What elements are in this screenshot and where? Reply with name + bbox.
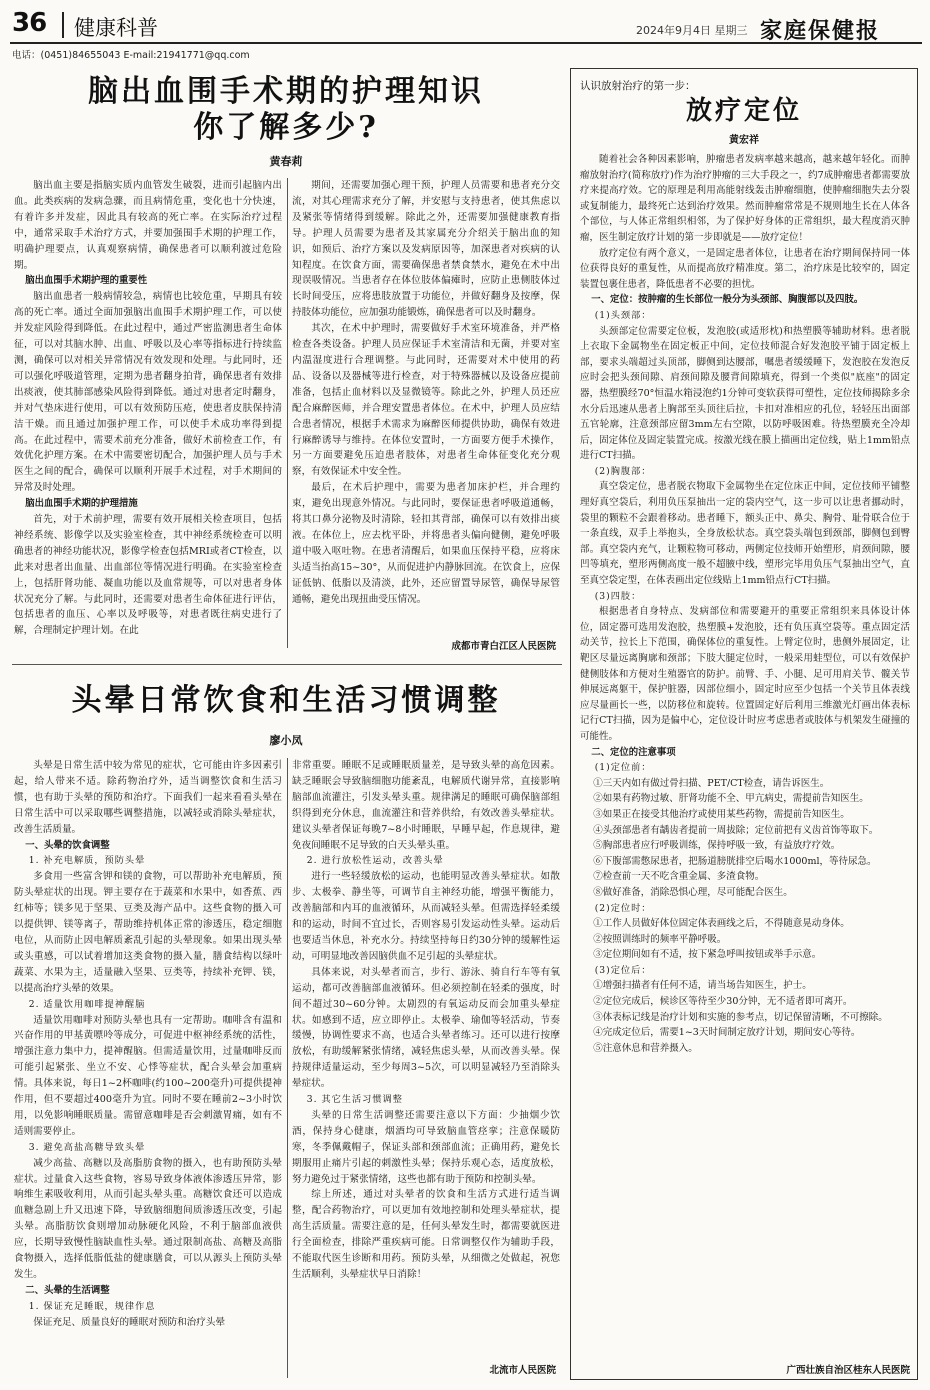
article2-para-sleep: 保证充足、质量良好的睡眠对预防和治疗头晕 (33, 1316, 226, 1328)
article2-para-coffee: 适量饮用咖啡对预防头晕也具有一定帮助。咖啡含有温和兴奋作用的甲基黄嘌呤等成分，可促进中枢神经系统的活性，增强注意力集中力，提神醒脑。但需适量饮用，过量咖啡反而可能引起紧张、坐立不安、心悸等症状，配合头晕会加重病情。具体来说，每日1~2杯咖啡(约100~200毫升)可提供提神作用，但不要超过400毫升为宜。同时不要在睡前2~3小时饮用，以免影响睡眠质量。需留意咖啡是否会刺激胃痛，如有不适则需要停止。 (14, 1014, 282, 1137)
article2-para-exercise2: 具体来说，对头晕者而言，步行、游泳、骑自行车等有氧运动，都可改善脑部血液循环。但必须控制在轻柔的强度，时间不超过30~60分钟。太剧烈的有氧运动反而会加重头晕症状。如感到不适，应立即停止。太极拳、瑜伽等轻活动，节奏缓慢，协调性要求不高，也适合头晕者练习。还可以进行按摩放松，有助缓解紧张情绪，减轻焦虑头晕，从而改善头晕。保持规律适量运动，至少每周3~5次，可以明显减轻乃至消除头晕症状。 (292, 966, 560, 1090)
article3-author: 黄宏祥 (729, 135, 759, 146)
article1-para6: 最后，在术后护理中，需要为患者加床护栏，并合理约束，避免出现意外情况。与此同时，要保证患者呼吸道通畅，将其口鼻分泌物及时清除，轻扣其背部，确保可以有效排出痰液。在体位上，应去枕平卧，并将患者头偏向健侧，避免呼吸道中吸入呕吐物。在患者清醒后，如果血压保持平稳，应将床头适当抬高15~30°，从而促进护内静脉回流。在饮食上，应保证低钠、低脂以及清淡，此外，还应留置导尿管，确保导尿管通畅，避免出现扭曲受压情况。 (292, 482, 560, 605)
list-item: ②如果有药物过敏、肝肾功能不全、甲亢病史，需提前告知医生。 (593, 793, 869, 805)
list-item: ③体表标记线是治疗计划和实施的参考点，切记保留清晰，不可擦除。 (593, 1011, 888, 1023)
header-divider (62, 12, 64, 38)
article2-source: 北流市人民医院 (489, 1365, 556, 1376)
article2-sub5: 2. 进行放松性运动，改善头晕 (306, 855, 444, 867)
article1-column1 (14, 178, 282, 654)
article2-sub2: 2. 适量饮用咖啡提神醒脑 (28, 998, 146, 1010)
list-item: ④完成定位后，需要1~3天时间制定放疗计划，期间安心等待。 (593, 1027, 861, 1039)
article2-para-exercise: 进行一些轻缓放松的运动，也能明显改善头晕症状。如散步、太极拳、静坐等，可调节自主神经功能，增强平衡能力，改善脑部和内耳的血液循环，从而减轻头晕。但需选择轻柔缓和的运动，时间不宜过长，否则容易引发运动性头晕。运动后也要适当休息，补充水分。持续坚持每日约30分钟的缓解性运动，可明显地改善因脑供血不足引起的头晕症状。 (292, 871, 560, 962)
list-item: ④头颈部患者有龋齿者提前一周拔除；定位前把有义齿首饰等取下。 (593, 824, 879, 836)
article2-conclusion: 综上所述，通过对头晕者的饮食和生活方式进行适当调整，配合药物治疗，可以更加有效地控制和处理头晕症状，提高生活质量。需要注意的是，任何头晕发生时，都需要就医进行全面检查，排除严重疾病可能。日常调整仅作为辅助手段，不能取代医生诊断和用药。预防头晕，从细微之处做起，祝您生活顺利，头晕症状早日消除！ (292, 1189, 560, 1280)
article3-para1: 随着社会各种因素影响，肿瘤患者发病率越来越高，越来越年轻化。而肿瘤放射治疗(简称放疗)作为治疗肿瘤的三大手段之一，约7成肿瘤患者都需要放疗来提高疗效。它的原理是利用高能射线轰击肿瘤细胞，使肿瘤细胞失去分裂或复制能力，最终死亡达到治疗效果。然而肿瘤常常是不规则地生长在人体各个部位，与人体正常组织相邻，为了保护好身体的正常组织，最大程度消灭肿瘤，医生制定放疗计划的第一步即就是——放疗定位！ (580, 154, 910, 243)
article2-column1 (14, 758, 282, 1382)
article3-sub-before: (1)定位前： (594, 762, 652, 774)
article3-list-after (580, 978, 910, 1056)
issue-date: 2024年9月4日 星期三 (636, 24, 748, 37)
article3-sub-after: (3)定位后： (594, 964, 652, 976)
list-item: ③如果正在接受其他治疗或使用某些药物，需提前告知医生。 (593, 808, 850, 820)
article1-title-line2: 你了解多少? (193, 110, 379, 145)
section-name: 健康科普 (74, 16, 158, 40)
article3-kicker: 认识放射治疗的第一步： (580, 80, 696, 92)
article3-sub-head-neck: (1)头颈部： (594, 309, 652, 321)
article1-para5: 其次，在术中护理时，需要做好手术室环境准备，并严格检查各类设备。护理人员应保证手术室清洁和无菌，并要对室内温湿度进行合理调整。与此同时，还需要对术中使用的药品、设备以及器械等进行检查，对于特殊器械以及设备应提前准备，包括止血材料以及显微镜等。除此之外，护理人员还应配合麻醉医师，并合理安置患者体位。在术中，护理人员应结合患者情况，根据手术需求为麻醉医师提供协助，确保有效进行麻醉诱导与维持。在体位安置时，一方面要方便手术操作，另一方面要避免压迫患者肢体，对患者生命体征变化充分观察，有效保证术中安全性。 (292, 323, 560, 478)
article3-para-head-neck: 头颈部定位需要定位板，发泡胶(或适形枕)和热塑膜等辅助材料。患者脱上衣取下金属物坐在固定板正中间，定位技师混合好发泡胶平铺于固定板上部，要求头端超过头顶部，脚侧到达腰部，嘱患者缓缓睡下，发泡胶在发泡反应时会把头颈间隙、肩颈间隙及腰背间隙填充，得到一个类似"底座"的固定器，热塑膜经70°恒温水箱浸泡约1分钟可变软获得可塑性，定位技师揭除多余水分后迅速从患者上胸部至头顶往后拉，卡扣对准相应的孔位，轻轻压出面部五官轮廓，注意颈部应留3mm左右空隙，以防呼吸困难。待热塑膜充全冷却后，固定体位及固定装置完成。按激光线在膜上描画出定位线，贴上1mm铅点进行CT扫描。 (580, 325, 910, 462)
article2-column2 (292, 758, 560, 1362)
article3-sub-chest: (2)胸腹部： (594, 465, 652, 477)
list-item: ①工作人员做好体位固定体表画线之后，不得随意晃动身体。 (593, 918, 850, 930)
article3-source: 广西壮族自治区桂东人民医院 (786, 1365, 910, 1376)
list-item: ⑦检查前一天不吃含重金属、多渣食物。 (593, 871, 765, 883)
article2-heading1: 一、头晕的饮食调整 (25, 839, 110, 851)
contact-line: 电话：(0451)84655043 E-mail:21941771@qq.com (12, 50, 250, 61)
list-item: ⑥下腹部需憋尿患者，把肠道膀胱排空后喝水1000ml，等待尿急。 (593, 855, 877, 867)
article1-column2 (292, 178, 560, 638)
article3-list-before (580, 776, 910, 901)
article1-author: 黄春莉 (269, 155, 303, 168)
article3-para2: 放疗定位有两个意义，一是固定患者体位，让患者在治疗期间保持同一体位获得良好的重复性，从而提高放疗精准度。第二，治疗床是比较窄的，固定装置包裹住患者，降低患者不必要的担忧。 (580, 247, 910, 290)
list-item: ②按照训练时的频率平静呼吸。 (593, 933, 727, 945)
article2-intro: 头晕是日常生活中较为常见的症状，它可能由许多因素引起，给人带来不适。除药物治疗外，适当调整饮食和生活习惯，也有助于头晕的预防和治疗。下面我们一起来看看头晕在日常生活中可以采取哪些调整措施，以减轻或消除头晕症状，改善生活质量。 (14, 760, 282, 835)
list-item: ⑤胸部患者应行呼吸训练，保持呼吸一致，有益放疗疗效。 (593, 840, 841, 852)
article2-sub3: 3. 避免高盐高糖导致头晕 (28, 1141, 146, 1153)
article3-body (580, 152, 910, 1358)
list-item: ①增强扫描者有任何不适，请当场告知医生，护士。 (593, 980, 812, 992)
article1-intro: 脑出血主要是指脑实质内血管发生破裂，进而引起脑内出血。此类疾病的发病急骤，而且病情危重，变化也十分快速，有着许多并发症，因此具有较高的死亡率。在实际治疗过程中，通常采取手术治疗方式，并要加强围手术期的护理工作，明确护理要点，认真观察病情，确保患者可以顺利渡过危险期。 (14, 180, 282, 271)
article3-para-limbs: 根据患者自身特点、发病部位和需要避开的重要正常组织来具体设计体位，固定器可选用发泡胶，热塑膜+发泡胶，还有负压真空袋等。重点固定活动关节，拉长上下范围，确保体位的重复性。上臂定位时，患侧外展固定，让靶区尽量远离胸廓和颈部；下肢大腿定位时，一般采用蛙型位，可以有效保护健侧肢体和方便对生殖器官的防护。前臂、手、小腿、足可用肩关节、髋关节伸展远离躯干，保护脏器，因部位细小，固定时应至少包括一个关节且体表线应尽量画长一些，以防移位和旋转。位置固定好后利用三维激光灯画出体表标记行CT扫描，因为是偏中心，定位设计时应考虑患者或肢体与机架发生碰撞的可能性。 (580, 606, 910, 742)
article-divider (12, 664, 562, 665)
article2-sub1: 1. 补充电解质，预防头晕 (28, 855, 146, 867)
article3-sub-during: (2)定位时： (594, 902, 652, 914)
article2-sub6: 3. 其它生活习惯调整 (306, 1094, 403, 1106)
newspaper-brand: 家庭保健报 (760, 18, 881, 44)
column-rule (287, 178, 288, 648)
article1-heading1: 脑出血围手术期护理的重要性 (25, 275, 148, 287)
article3-para-chest: 真空袋定位，患者脱衣物取下金属物坐在定位床正中间，定位技师平铺整理好真空袋后，利用负压泵抽出一定的袋内空气，这一步可以让患者挪动时，袋里的颗粒不会跟着移动。患者睡下，额头正中、鼻尖、胸骨、耻骨联合位于一条直线，双手上举抱头，全身放松状态。真空袋头端包到颈部，脚侧包到臀部。真空袋内充气，让颗粒物可移动，两侧定位技师开始塑形，肩颈间隙，腰凹等填充，塑形两侧高度一般不超腋中线，塑形完毕用负压气泵抽出空气，直至真空袋定型，在体表画出定位线贴上1mm铅点行CT扫描。 (580, 481, 910, 587)
article1-source: 成都市青白江区人民医院 (451, 641, 556, 652)
article3-sub-limbs: (3)四肢： (594, 590, 642, 602)
column-rule (287, 758, 288, 1378)
article3-title: 放疗定位 (685, 96, 802, 126)
list-item: ②定位完成后，候诊区等待至少30分钟，无不适者即可离开。 (593, 996, 853, 1008)
article2-heading2: 二、头晕的生活调整 (25, 1284, 110, 1296)
article1-heading2: 脑出血围手术期的护理措施 (25, 498, 138, 510)
article1-title (12, 74, 560, 146)
list-item: ⑧做好准备，消除恐惧心理，尽可能配合医生。 (593, 886, 793, 898)
list-item: ③定位期间如有不适，按下紧急呼叫按钮或举手示意。 (593, 949, 822, 961)
article3-list-during (580, 916, 910, 963)
article1-para3: 首先，对于术前护理，需要有效开展相关检查项目，包括神经系统、影像学以及实验室检查，其中神经系统检查可以明确患者的神经功能状况，影像学检查包括MRI或者CT检查，以此来对患者出血量、出血部位等情况进行明确。在实验室检查上，包括肝肾功能、凝血功能以及血常规等，可以对患者身体状况充分了解。与此同时，还需要对患者生命体征进行评估，包括患者的血压、心率以及呼吸等，对患者既往病史进行了解，合理制定护理计划。在此 (14, 514, 282, 637)
article2-para-salt: 减少高盐、高糖以及高脂肪食物的摄入，也有助预防头晕症状。过量食入这些食物，容易导致身体液体渗透压异常，影响维生素吸收利用，从而引起头晕头重。高糖饮食还可以造成血糖急剧上升又迅速下降，导致脑细胞间质渗透压改变，引起头晕。高脂肪饮食则增加动脉硬化风险，不利于脑部血液供应，长期导致慢性脑缺血性头晕。通过限制高盐、高糖及高脂食物摄入，选择低脂低盐的健康膳食，可以从源头上预防头晕发生。 (14, 1157, 282, 1280)
article3-heading1: 一、定位：按肿瘤的生长部位一般分为头颈部、胸腹部以及四肢。 (591, 294, 864, 306)
article3-heading2: 二、定位的注意事项 (591, 746, 676, 758)
list-item: ⑤注意休息和营养摄入。 (593, 1042, 698, 1054)
article2-author: 廖小凤 (269, 734, 303, 747)
list-item: ①三天内如有做过骨扫描、PET/CT检查，请告诉医生。 (593, 777, 830, 789)
article2-sub4: 1. 保证充足睡眠，规律作息 (28, 1300, 156, 1312)
article1-para2: 脑出血患者一般病情较急，病情也比较危重，早期具有较高的死亡率。通过全面加强脑出血围手术期护理工作，可以使并发症风险得到降低。在此过程中，通过严密监测患者生命体征，可以对其脑水肿、出血、呼吸以及心率等指标进行持续监测，确保可以对相关异常情况有效发现和处理。与此同时，还可以强化呼吸道管理，定期为患者翻身拍背，确保患者有效排出痰液，使其肺部感染风险得到降低。通过对患者定时翻身，并对气垫床进行使用，可以有效预防压疮，使患者皮肤保持清洁干燥。而且通过加强护理工作，可以使手术成功率得到提高。在此过程中，需要术前充分准备，做好术前检查工作，有效优化护理方案。在术中需要密切配合，加强护理人员与手术医生之间的配合，确保可以顺利开展手术过程，对手术期间的异常及时处理。 (14, 291, 282, 494)
article2-title: 头晕日常饮食和生活习惯调整 (71, 683, 501, 718)
article1-para4: 期间，还需要加强心理干预，护理人员需要和患者充分交流，对其心理需求充分了解，并安慰与支持患者，使其焦虑以及紧张等情绪得到缓解。除此之外，还需要加强健康教育指导。护理人员需要为患者及其家属充分介绍关于脑出血的知识，如预后、治疗方案以及发病原因等，加深患者对疾病的认知程度。在饮食方面，需要确保患者禁食禁水，避免在术中出现误吸情况。当患者存在体位肢体偏瘫时，应防止患侧肢体过长时间受压，应将患肢放置于功能位，并做好翻身及按摩，保持肢体功能位，应加强功能锻炼，确保患者可以及时翻身。 (292, 180, 560, 319)
page-number: 36 (12, 8, 47, 38)
article2-para-sleep-cont: 非常重要。睡眠不足或睡眠质量差，是导致头晕的高危因素。缺乏睡眠会导致脑细胞功能紊乱，电解质代谢异常，直接影响脑部血流灌注，引发头晕头重。规律满足的睡眠可确保脑部组织得到充分休息，血流灌注和营养供给，有效改善头晕症状。建议头晕者保证每晚7~8小时睡眠，早睡早起，作息规律，避免夜间睡眠不足导致的白天头晕头重。 (292, 760, 560, 851)
article2-para-habits: 头晕的日常生活调整还需要注意以下方面：少抽烟少饮酒，保持身心健康，烟酒均可导致脑血管痉挛；注意保暖防寒，冬季佩戴帽子，保证头部和颈部血流；正确用药，避免长期服用止痛片引起的刺激性头晕；保持乐观心态，适度放松，努力避免过于紧张情绪，这些也都有助于预防和控制头晕。 (292, 1109, 560, 1185)
article1-title-line1: 脑出血围手术期的护理知识 (88, 74, 484, 109)
article2-para-electrolyte: 多食用一些富含钾和镁的食物，可以帮助补充电解质，预防头晕症状的出现。钾主要存在于蔬菜和水果中，如香蕉、西红柿等；镁多见于坚果、豆类及海产品中。这些食物的摄入可以提供钾、镁等离子，帮助维持机体正常的渗透压，稳定细胞电位，从而防止因电解质紊乱引起的头晕现象。如果出现头晕或头重感，可以试着增加这类食物的摄入量，膳食结构以绿叶蔬菜、水果为主，适量融入坚果、豆类等，持续补充钾、镁，以提高治疗头晕的效果。 (14, 871, 282, 994)
